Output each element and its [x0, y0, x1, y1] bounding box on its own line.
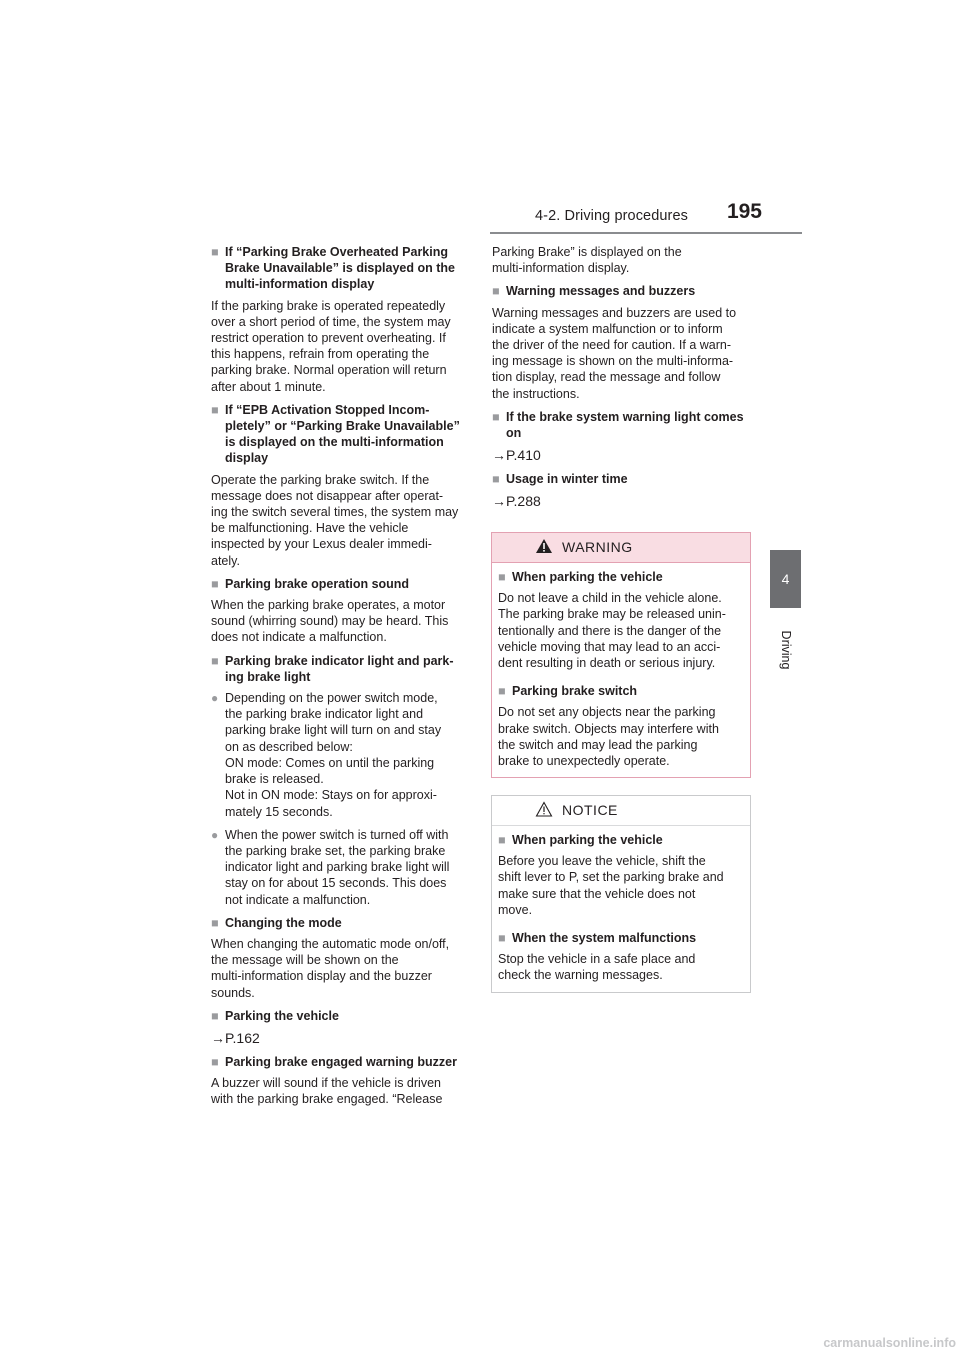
body-line: stay on for about 15 seconds. This does	[225, 876, 447, 891]
body-line: with the parking brake engaged. “Release	[211, 1092, 443, 1107]
body-line: the instructions.	[492, 386, 580, 401]
heading-line: display	[225, 451, 269, 466]
body-line: When the parking brake operates, a motor	[211, 598, 446, 613]
watermark: carmanualsonline.info	[823, 1336, 956, 1350]
paragraph-epb-stopped	[211, 472, 469, 569]
body-line: vehicle moving that may lead to an acci-	[498, 639, 721, 654]
body-line: sounds.	[211, 985, 255, 1000]
body-line: Warning messages and buzzers are used to	[492, 305, 737, 320]
body-line: Not in ON mode: Stays on for approxi-	[225, 788, 437, 803]
square-marker-icon: ■	[211, 915, 219, 930]
heading-brake-warning-light	[492, 409, 754, 441]
square-marker-icon: ■	[498, 833, 506, 847]
notice-paragraph-parking	[498, 853, 744, 918]
square-marker-icon: ■	[492, 409, 500, 424]
body-line: indicator light and parking brake light will	[225, 860, 450, 875]
paragraph-warning-buzzer	[211, 1075, 469, 1107]
body-line: Parking Brake” is displayed on the	[492, 245, 682, 259]
body-line: mately 15 seconds.	[225, 804, 333, 819]
warning-box	[491, 532, 751, 778]
notice-header	[492, 796, 750, 826]
body-line: parking brake. Normal operation will return	[211, 363, 447, 378]
heading-line: Usage in winter time	[506, 472, 628, 487]
heading-line: Parking brake engaged warning buzzer	[225, 1054, 458, 1069]
page-reference-link[interactable]: →P.162	[211, 1029, 260, 1046]
section-title: 4-2. Driving procedures	[534, 208, 688, 224]
body-line: ing the switch several times, the system may	[211, 505, 459, 520]
heading-line: If the brake system warning light comes	[506, 409, 744, 424]
bullet-dot-icon: ●	[211, 691, 219, 706]
heading-line: When parking the vehicle	[512, 833, 663, 847]
body-line: multi-information display and the buzzer	[211, 969, 432, 984]
body-line: inspected by your Lexus dealer immedi-	[211, 537, 432, 552]
square-marker-icon: ■	[211, 1008, 219, 1023]
notice-heading-parking	[498, 832, 744, 848]
paragraph-changing-mode	[211, 936, 469, 1001]
heading-indicator-light	[211, 653, 469, 685]
heading-winter-usage	[492, 471, 754, 487]
heading-line: on	[506, 426, 522, 441]
body-line: dent resulting in death or serious injury.	[498, 656, 716, 671]
page-number: 195	[726, 200, 762, 223]
body-line: move.	[498, 902, 533, 917]
heading-warning-buzzer	[211, 1054, 469, 1070]
body-line: ON mode: Comes on until the parking	[225, 755, 435, 770]
page-header	[0, 0, 960, 240]
square-marker-icon: ■	[211, 1054, 219, 1069]
heading-line: multi-information display	[225, 277, 375, 292]
warning-triangle-icon	[535, 538, 553, 554]
square-marker-icon: ■	[498, 931, 506, 946]
heading-operation-sound	[211, 576, 469, 592]
body-line: over a short period of time, the system may	[211, 314, 451, 329]
body-line: the driver of the need for caution. If a warn-	[492, 338, 732, 353]
body-line: A buzzer will sound if the vehicle is driven	[211, 1076, 441, 1091]
body-line: The parking brake may be released unin-	[498, 607, 726, 622]
body-line: check the warning messages.	[498, 968, 663, 983]
heading-line: When the system malfunctions	[512, 931, 697, 946]
bullet-power-off	[211, 827, 469, 908]
body-line: tion display, read the message and follow	[492, 370, 721, 385]
notice-heading-malfunction	[498, 930, 744, 946]
square-marker-icon: ■	[498, 684, 506, 699]
body-line: Do not set any objects near the parking	[498, 705, 716, 720]
heading-line: Changing the mode	[225, 915, 342, 930]
bullet-dot-icon: ●	[211, 827, 219, 842]
body-line: restrict operation to prevent overheating. If	[211, 331, 446, 346]
heading-line: If “EPB Activation Stopped Incom-	[225, 402, 430, 417]
paragraph-overheated	[211, 298, 469, 395]
body-line: If the parking brake is operated repeatedly	[211, 298, 446, 313]
heading-changing-mode	[211, 915, 469, 931]
body-line: the switch and may lead the parking	[498, 737, 698, 752]
heading-line: When parking the vehicle	[512, 570, 663, 584]
body-line: brake switch. Objects may interfere with	[498, 721, 719, 736]
warning-paragraph-switch	[498, 704, 744, 769]
square-marker-icon: ■	[211, 576, 219, 591]
notice-paragraph-malfunction	[498, 951, 744, 983]
body-line: does not indicate a malfunction.	[211, 630, 387, 645]
body-line: tentionally and there is the danger of the	[498, 623, 722, 638]
heading-line: is displayed on the multi-information	[225, 435, 444, 450]
heading-line: Warning messages and buzzers	[506, 284, 696, 299]
body-line: after about 1 minute.	[211, 379, 326, 394]
chapter-tab: 4	[770, 550, 801, 608]
square-marker-icon: ■	[498, 570, 506, 584]
body-line: on as described below:	[225, 739, 353, 754]
square-marker-icon: ■	[492, 284, 500, 299]
warning-heading-switch	[498, 683, 744, 699]
chapter-label	[770, 620, 801, 680]
heading-epb-stopped	[211, 402, 469, 467]
heading-overheated	[211, 244, 469, 293]
heading-warning-messages	[492, 283, 754, 299]
body-line: not indicate a malfunction.	[225, 892, 371, 907]
body-line: indicate a system malfunction or to inform	[492, 321, 723, 336]
body-line: When the power switch is turned off with	[225, 827, 449, 842]
heading-line: Parking brake switch	[512, 684, 638, 699]
body-line: Depending on the power switch mode,	[225, 691, 438, 706]
body-line: parking brake light will turn on and stay	[225, 723, 442, 738]
body-line: brake is released.	[225, 772, 324, 787]
heading-line: Parking brake indicator light and park-	[225, 653, 454, 668]
body-line: ing message is shown on the multi-informa-	[492, 354, 734, 369]
body-line: be malfunctioning. Have the vehicle	[211, 521, 409, 536]
header-rule	[490, 232, 802, 234]
body-line: shift lever to P, set the parking brake and	[498, 870, 724, 885]
heading-line: Parking the vehicle	[225, 1008, 339, 1023]
heading-parking-vehicle	[211, 1008, 469, 1024]
body-line: the message will be shown on the	[211, 953, 399, 968]
page-reference-link[interactable]: →P.410	[492, 447, 541, 464]
page-reference-link[interactable]: →P.288	[492, 493, 541, 510]
paragraph-warning-buzzer-cont	[492, 244, 754, 276]
body-line: sound (whirring sound) may be heard. This	[211, 614, 449, 629]
paragraph-operation-sound	[211, 597, 469, 646]
body-line: brake to unexpectedly operate.	[498, 754, 670, 769]
warning-header	[492, 533, 750, 563]
notice-body	[492, 826, 750, 984]
body-line: this happens, refrain from operating the	[211, 347, 430, 362]
heading-line: Brake Unavailable” is displayed on the	[225, 261, 455, 276]
notice-box	[491, 795, 751, 993]
square-marker-icon: ■	[211, 653, 219, 668]
body-line: Do not leave a child in the vehicle alone.	[498, 591, 722, 606]
body-line: ately.	[211, 553, 240, 568]
warning-title: WARNING	[562, 539, 633, 555]
body-line: message does not disappear after operat-	[211, 488, 444, 503]
notice-title: NOTICE	[562, 802, 618, 818]
paragraph-warning-messages	[492, 305, 754, 402]
heading-line: Parking brake operation sound	[225, 576, 410, 591]
heading-line: ing brake light	[225, 669, 311, 684]
caution-triangle-icon	[535, 801, 553, 817]
body-line: the parking brake set, the parking brake	[225, 843, 446, 858]
body-line: Operate the parking brake switch. If the	[211, 472, 430, 487]
body-line: Stop the vehicle in a safe place and	[498, 952, 696, 967]
warning-body	[492, 563, 750, 769]
heading-line: pletely” or “Parking Brake Unavailable”	[225, 419, 460, 434]
left-column	[211, 244, 469, 1115]
body-line: multi-information display.	[492, 261, 630, 276]
square-marker-icon: ■	[211, 245, 219, 259]
heading-line: If “Parking Brake Overheated Parking	[225, 245, 449, 259]
bullet-power-mode	[211, 690, 469, 820]
body-line: make sure that the vehicle does not	[498, 886, 696, 901]
warning-heading-parking	[498, 569, 744, 585]
chapter-label-text: Driving	[778, 630, 793, 670]
square-marker-icon: ■	[211, 402, 219, 417]
right-column	[492, 244, 754, 517]
body-line: When changing the automatic mode on/off,	[211, 936, 450, 951]
body-line: the parking brake indicator light and	[225, 707, 424, 722]
warning-paragraph-parking	[498, 590, 744, 671]
square-marker-icon: ■	[492, 472, 500, 487]
body-line: Before you leave the vehicle, shift the	[498, 854, 706, 869]
